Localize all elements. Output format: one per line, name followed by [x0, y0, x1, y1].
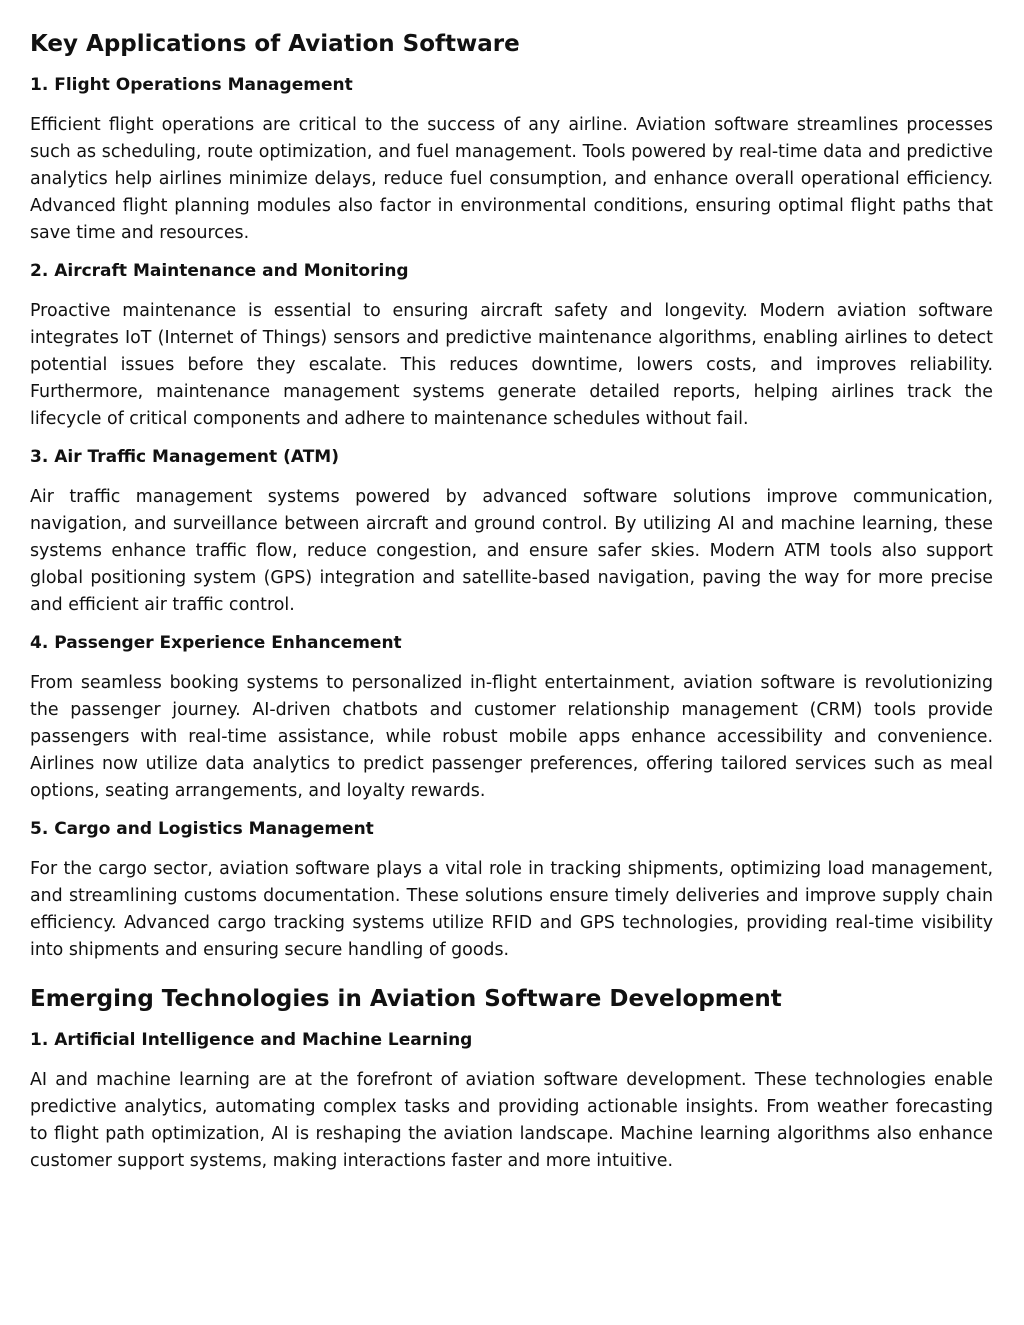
section-title-emerging-technologies: Emerging Technologies in Aviation Software Development [30, 986, 782, 1012]
section-title-key-applications: Key Applications of Aviation Software [30, 31, 520, 57]
subsection-heading-flight-operations: 1. Flight Operations Management [30, 75, 353, 95]
paragraph-air-traffic-management: Air traffic management systems powered by advanced software solutions improve communication, navigation, and surveillance between aircraft and ground control. By utilizing AI and machine learning, these systems enhance traffic flow, reduce congestion, and ensure safer skies. Modern ATM tools also support global positioning system (GPS) integration and satellite-based navigation, paving the way for more precise and efficient air traffic control. [30, 487, 993, 615]
subsection-heading-air-traffic-management: 3. Air Traffic Management (ATM) [30, 447, 339, 467]
subsection-heading-passenger-experience: 4. Passenger Experience Enhancement [30, 633, 402, 653]
subsection-heading-cargo-logistics: 5. Cargo and Logistics Management [30, 819, 374, 839]
paragraph-passenger-experience: From seamless booking systems to personalized in-flight entertainment, aviation software is revolutionizing the passenger journey. AI-driven chatbots and customer relationship management (CRM) tools provide passengers with real-time assistance, while robust mobile apps enhance accessibility and convenience. Airlines now utilize data analytics to predict passenger preferences, offering tailored services such as meal options, seating arrangements, and loyalty rewards. [30, 673, 993, 801]
subsection-heading-aircraft-maintenance: 2. Aircraft Maintenance and Monitoring [30, 261, 409, 281]
paragraph-aircraft-maintenance: Proactive maintenance is essential to ensuring aircraft safety and longevity. Modern aviation software integrates IoT (Internet of Things) sensors and predictive maintenance algorithms, enabling airlines to detect potential issues before they escalate. This reduces downtime, lowers costs, and improves reliability. Furthermore, maintenance management systems generate detailed reports, helping airlines track the lifecycle of critical components and adhere to maintenance schedules without fail. [30, 301, 993, 429]
paragraph-cargo-logistics: For the cargo sector, aviation software plays a vital role in tracking shipments, optimizing load management, and streamlining customs documentation. These solutions ensure timely deliveries and improve supply chain efficiency. Advanced cargo tracking systems utilize RFID and GPS technologies, providing real-time visibility into shipments and ensuring secure handling of goods. [30, 859, 993, 960]
paragraph-flight-operations: Efficient flight operations are critical to the success of any airline. Aviation software streamlines processes such as scheduling, route optimization, and fuel management. Tools powered by real-time data and predictive analytics help airlines minimize delays, reduce fuel consumption, and enhance overall operational efficiency. Advanced flight planning modules also factor in environmental conditions, ensuring optimal flight paths that save time and resources. [30, 115, 993, 243]
paragraph-ai-ml: AI and machine learning are at the forefront of aviation software development. These technologies enable predictive analytics, automating complex tasks and providing actionable insights. From weather forecasting to flight path optimization, AI is reshaping the aviation landscape. Machine learning algorithms also enhance customer support systems, making interactions faster and more intuitive. [30, 1070, 993, 1171]
subsection-heading-ai-ml: 1. Artificial Intelligence and Machine Learning [30, 1030, 473, 1050]
